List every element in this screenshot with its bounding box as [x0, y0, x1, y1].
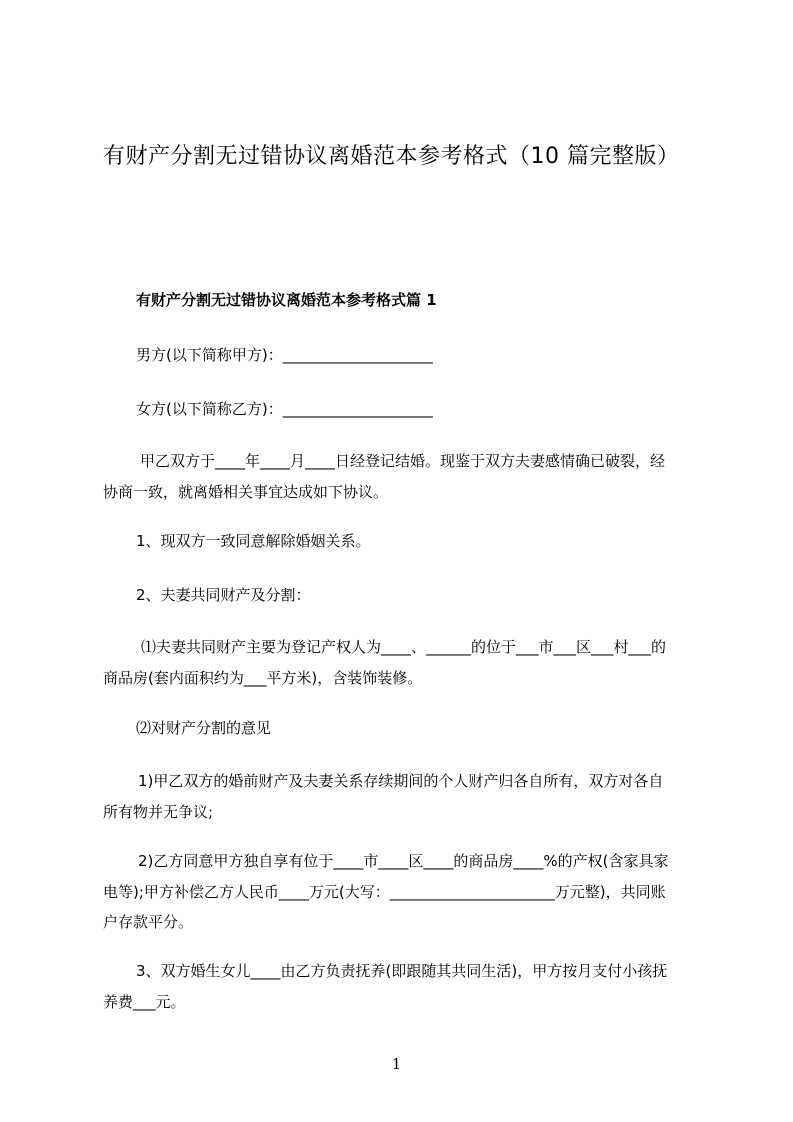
property-item-2-heading: ⑵对财产分割的意见 — [136, 719, 272, 737]
clause-1-dissolve-marriage: 1、现双方一致同意解除婚姻关系。 — [136, 532, 371, 550]
document-title: 有财产分割无过错协议离婚范本参考格式（10 篇完整版） — [103, 144, 680, 169]
male-party-line: 男方(以下简称甲方)：____________________ — [136, 346, 433, 364]
opinion-1-line-2: 所有物并无争议; — [103, 803, 214, 821]
page-number: 1 — [391, 1055, 402, 1073]
marriage-registration-line-2: 协商一致，就离婚相关事宜达成如下协议。 — [103, 483, 389, 501]
clause-2-joint-property: 2、夫妻共同财产及分割： — [136, 586, 311, 604]
opinion-2-line-1: 2)乙方同意甲方独自享有位于____市____区____的商品房____%的产权(含家具家 — [138, 852, 669, 870]
opinion-1-line-1: 1)甲乙双方的婚前财产及夫妻关系存续期间的个人财产归各自所有，双方对各自 — [138, 772, 664, 790]
clause-3-child-custody-line-1: 3、双方婚生女儿____由乙方负责抚养(即跟随其共同生活)，甲方按月支付小孩抚 — [136, 962, 668, 980]
opinion-2-line-3: 户存款平分。 — [103, 913, 194, 931]
opinion-2-line-2: 电等);甲方补偿乙方人民币____万元(大写：______________________万元整)，共同账 — [103, 883, 666, 901]
section-heading: 有财产分割无过错协议离婚范本参考格式篇 1 — [136, 291, 437, 309]
clause-3-child-custody-line-2: 养费___元。 — [103, 993, 186, 1011]
female-party-line: 女方(以下简称乙方)：____________________ — [136, 400, 433, 418]
marriage-registration-line-1: 甲乙双方于____年____月____日经登记结婚。现鉴于双方夫妻感情确已破裂，经 — [140, 452, 666, 470]
property-item-1-line-2: 商品房(套内面积约为___平方米)，含装饰装修。 — [103, 669, 423, 687]
property-item-1-line-1: ⑴夫妻共同财产主要为登记产权人为____、______的位于___市___区___村___的 — [141, 638, 667, 656]
